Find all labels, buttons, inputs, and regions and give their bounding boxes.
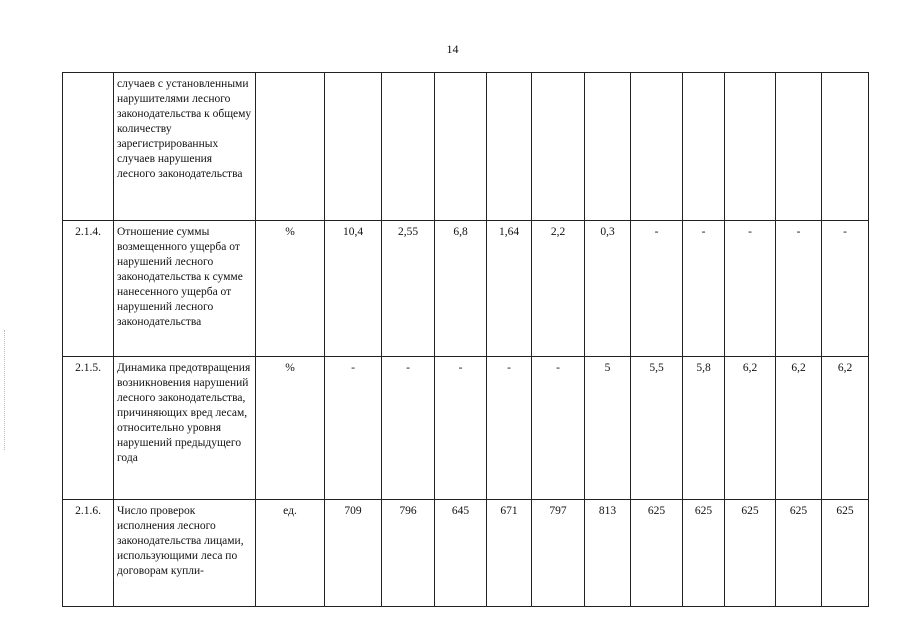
- table-row: [63, 73, 869, 221]
- value-cell: 5,5: [631, 357, 683, 500]
- value-cell: 625: [683, 500, 725, 607]
- value-cell: 625: [822, 500, 869, 607]
- value-cell: 797: [532, 500, 585, 607]
- value-cell: -: [487, 357, 532, 500]
- value-cell: 645: [435, 500, 487, 607]
- indicator-name: Число проверок исполнения лесного законодательства лицами, использующими леса по договорам купли-: [114, 500, 256, 607]
- value-cell: 796: [382, 500, 435, 607]
- value-cell: 625: [776, 500, 822, 607]
- row-number: 2.1.5.: [63, 357, 114, 500]
- value-cell: [435, 73, 487, 221]
- value-cell: 6,2: [725, 357, 776, 500]
- value-cell: -: [435, 357, 487, 500]
- table-row: [63, 500, 869, 607]
- value-cell: -: [325, 357, 382, 500]
- value-cell: 5,8: [683, 357, 725, 500]
- unit-cell: %: [256, 357, 325, 500]
- value-cell: [532, 73, 585, 221]
- value-cell: [585, 73, 631, 221]
- value-cell: 671: [487, 500, 532, 607]
- value-cell: -: [725, 221, 776, 357]
- unit-cell: [256, 73, 325, 221]
- unit-cell: %: [256, 221, 325, 357]
- page-number: 14: [446, 42, 459, 56]
- value-cell: 709: [325, 500, 382, 607]
- value-cell: [725, 73, 776, 221]
- row-number: 2.1.6.: [63, 500, 114, 607]
- unit-cell: ед.: [256, 500, 325, 607]
- value-cell: 2,2: [532, 221, 585, 357]
- value-cell: 2,55: [382, 221, 435, 357]
- value-cell: -: [822, 221, 869, 357]
- table-row: [63, 221, 869, 357]
- table-row: [63, 357, 869, 500]
- value-cell: 10,4: [325, 221, 382, 357]
- indicators-table: [62, 72, 869, 607]
- row-number: 2.1.4.: [63, 221, 114, 357]
- indicator-name: Отношение суммы возмещенного ущерба от нарушений лесного законодательства к сумме нанесенного ущерба от нарушений лесного законодательства: [114, 221, 256, 357]
- indicator-name: случаев с установленными нарушителями лесного законодательства к общему количеству зарегистрированных случаев нарушения лесного законодательства: [114, 73, 256, 221]
- value-cell: 813: [585, 500, 631, 607]
- value-cell: [382, 73, 435, 221]
- value-cell: [822, 73, 869, 221]
- value-cell: 1,64: [487, 221, 532, 357]
- value-cell: 625: [725, 500, 776, 607]
- value-cell: -: [776, 221, 822, 357]
- value-cell: 6,2: [822, 357, 869, 500]
- value-cell: [683, 73, 725, 221]
- value-cell: [487, 73, 532, 221]
- margin-scan-artifact: [4, 330, 7, 450]
- value-cell: 625: [631, 500, 683, 607]
- value-cell: [776, 73, 822, 221]
- row-number: [63, 73, 114, 221]
- value-cell: -: [382, 357, 435, 500]
- indicator-name: Динамика предотвращения возникновения нарушений лесного законодательства, причиняющих вред лесам, относительно уровня нарушений предыдущего года: [114, 357, 256, 500]
- value-cell: 6,2: [776, 357, 822, 500]
- value-cell: -: [631, 221, 683, 357]
- value-cell: 6,8: [435, 221, 487, 357]
- value-cell: -: [683, 221, 725, 357]
- value-cell: -: [532, 357, 585, 500]
- value-cell: [631, 73, 683, 221]
- value-cell: 5: [585, 357, 631, 500]
- value-cell: 0,3: [585, 221, 631, 357]
- value-cell: [325, 73, 382, 221]
